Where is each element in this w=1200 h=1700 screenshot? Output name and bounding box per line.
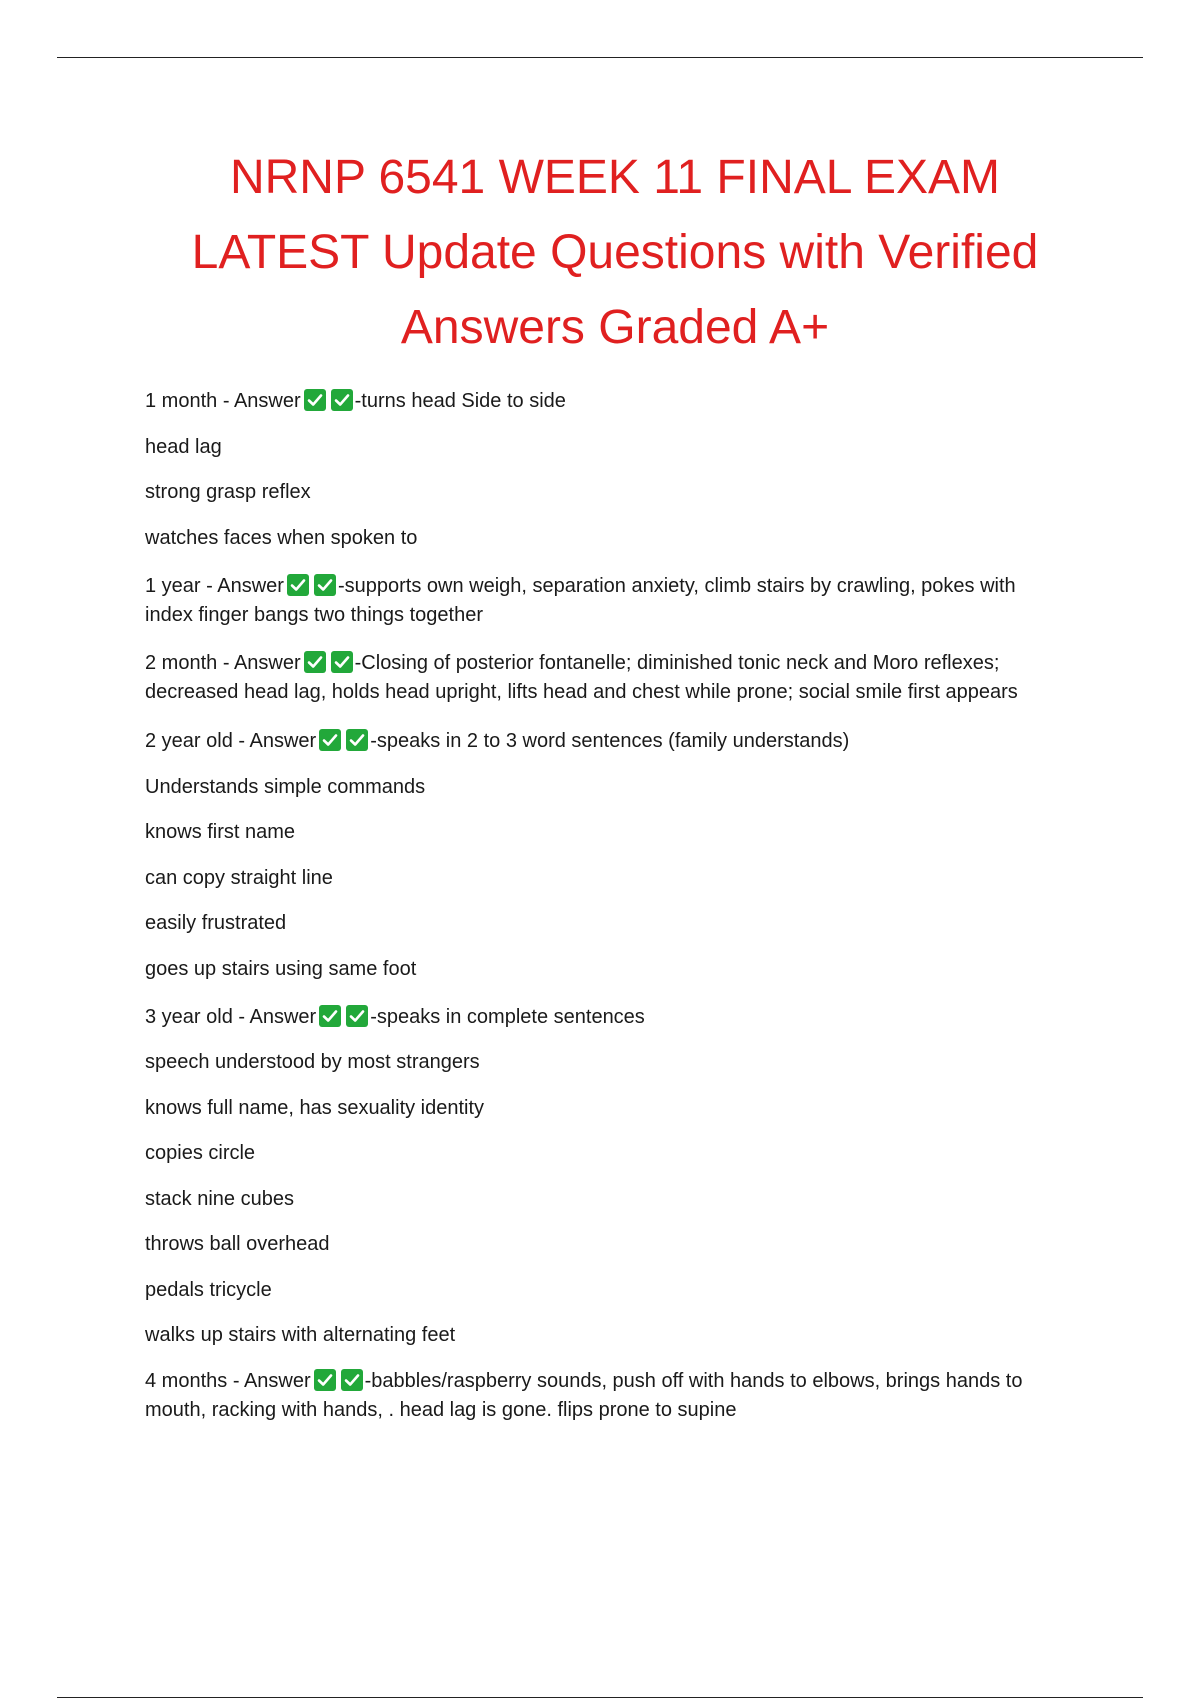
check-mark-icon — [287, 574, 309, 596]
entry-answer: -supports own weigh, separation anxiety, climb stairs by crawling, pokes with index finger bangs two things together — [145, 575, 1016, 626]
check-mark-icon — [319, 729, 341, 751]
detail-line: head lag — [145, 436, 222, 458]
check-mark-icon — [319, 1005, 341, 1027]
entry-answer: -Closing of posterior fontanelle; diminished tonic neck and Moro reflexes; decreased head lag, holds head upright, lifts head and chest while prone; social smile first appears — [145, 652, 1018, 703]
detail-line: watches faces when spoken to — [145, 527, 418, 549]
title-line-1: NRNP 6541 WEEK 11 FINAL EXAM — [229, 151, 1001, 204]
detail-line: knows full name, has sexuality identity — [145, 1097, 485, 1119]
detail-line: speech understood by most strangers — [145, 1051, 480, 1073]
check-mark-icon — [346, 1005, 368, 1027]
entry-3-year-old — [145, 1002, 1065, 1032]
detail-line: throws ball overhead — [145, 1233, 330, 1255]
bottom-rule — [57, 1697, 1143, 1698]
answer-marker: Answer — [233, 390, 301, 412]
check-mark-icon — [341, 1369, 363, 1391]
entry-1-month — [145, 386, 1065, 416]
entry-4-months — [145, 1367, 1065, 1425]
check-mark-icon — [304, 651, 326, 673]
entry-term: 1 month - — [145, 390, 234, 412]
check-mark-icon — [346, 729, 368, 751]
detail-line: copies circle — [145, 1142, 256, 1164]
title-line-2: LATEST Update Questions with Verified — [191, 226, 1039, 279]
entry-term: 3 year old - — [145, 1006, 250, 1028]
answer-marker: Answer — [243, 1370, 311, 1392]
detail-line: walks up stairs with alternating feet — [145, 1324, 456, 1346]
detail-line: easily frustrated — [145, 912, 287, 934]
check-mark-icon — [314, 1369, 336, 1391]
check-mark-icon — [304, 389, 326, 411]
entry-1-year — [145, 572, 1065, 630]
detail-line: strong grasp reflex — [145, 481, 311, 503]
detail-line: goes up stairs using same foot — [145, 958, 417, 980]
entry-answer: -speaks in complete sentences — [370, 1006, 645, 1028]
detail-line: can copy straight line — [145, 867, 333, 889]
check-mark-icon — [331, 389, 353, 411]
check-mark-icon — [314, 574, 336, 596]
answer-marker: Answer — [249, 730, 317, 752]
entry-answer: -speaks in 2 to 3 word sentences (family understands) — [370, 730, 850, 752]
entry-answer: -babbles/raspberry sounds, push off with hands to elbows, brings hands to mouth, racking with hands, . head lag is gone. flips prone to supine — [145, 1370, 1023, 1421]
entry-term: 1 year - — [145, 575, 218, 597]
entry-2-month — [145, 649, 1065, 707]
answer-marker: Answer — [217, 575, 284, 597]
entry-term: 2 month - — [145, 652, 234, 674]
answer-marker: Answer — [233, 652, 301, 674]
detail-line: knows first name — [145, 821, 296, 843]
entry-term: 2 year old - — [145, 730, 250, 752]
answer-marker: Answer — [249, 1006, 317, 1028]
entry-answer: -turns head Side to side — [354, 390, 566, 412]
check-mark-icon — [331, 651, 353, 673]
detail-line: Understands simple commands — [145, 776, 426, 798]
title-line-3: Answers Graded A+ — [400, 301, 830, 354]
detail-line: pedals tricycle — [145, 1279, 272, 1301]
detail-line: stack nine cubes — [145, 1188, 294, 1210]
entry-term: 4 months - — [145, 1370, 244, 1392]
entry-2-year-old — [145, 726, 1065, 756]
